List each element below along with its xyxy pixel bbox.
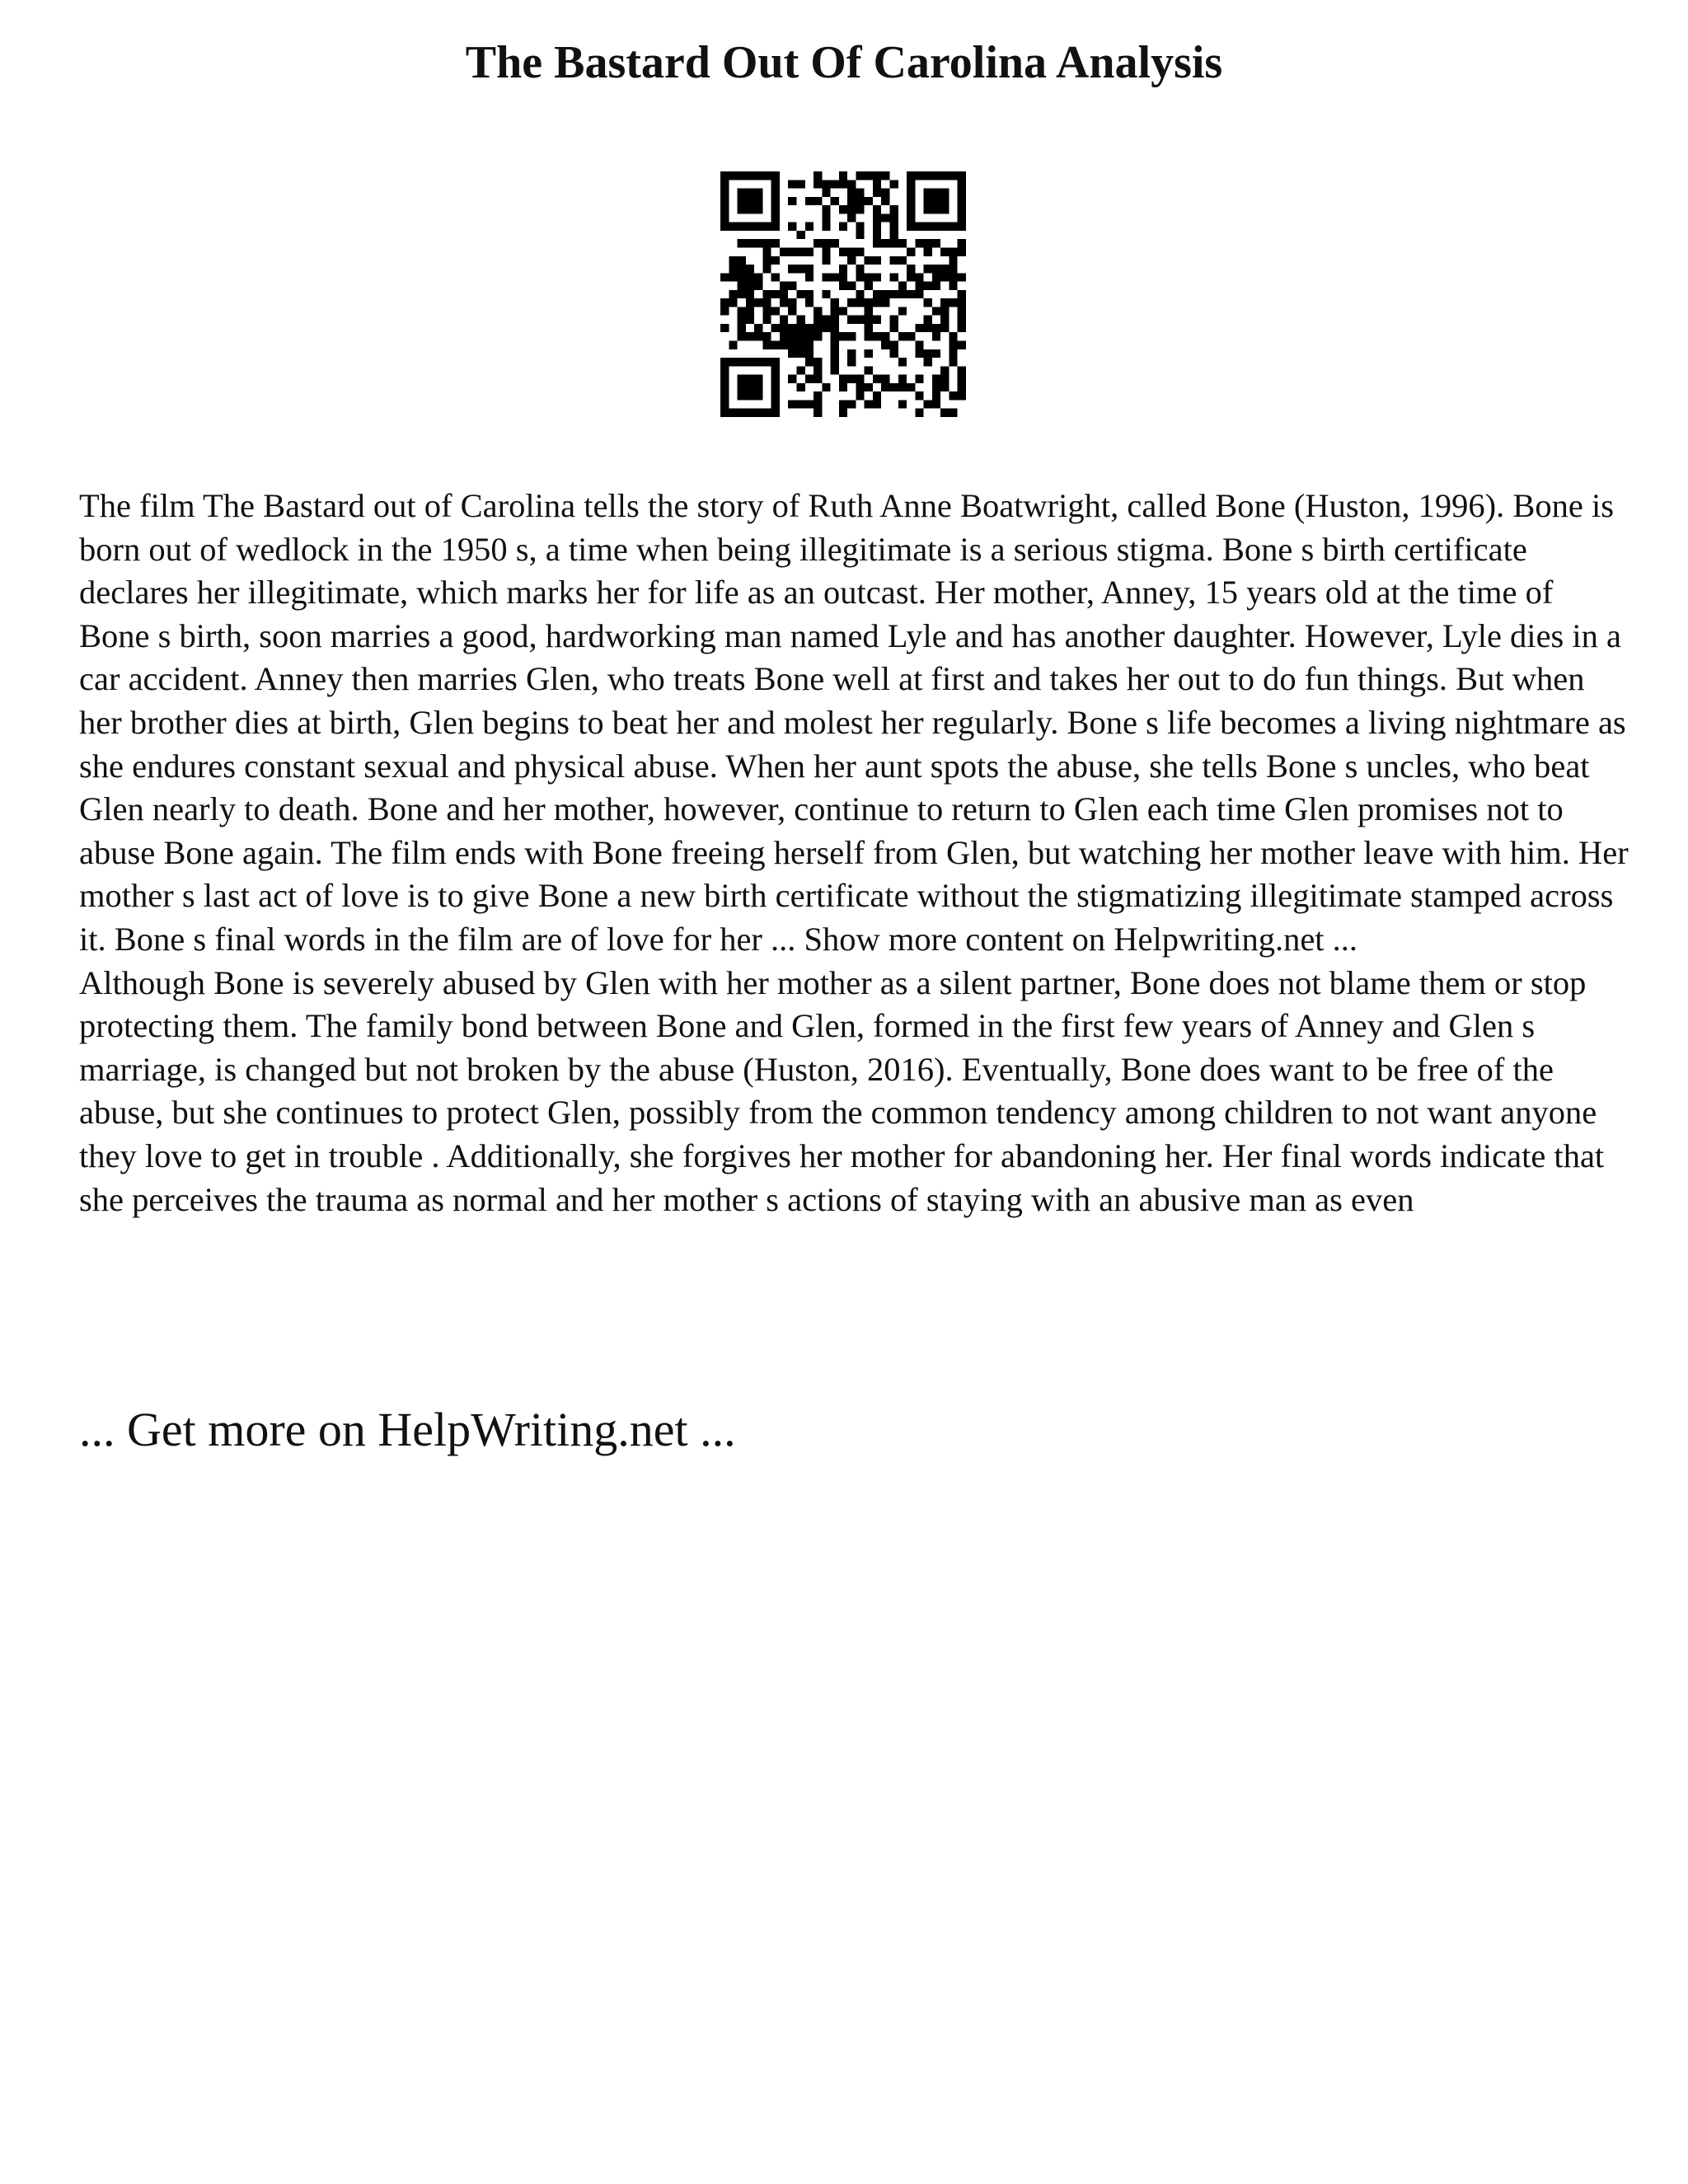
page-title: The Bastard Out Of Carolina Analysis — [465, 37, 1223, 88]
paragraph-2: Although Bone is severely abused by Glen with her mother as a silent partner, Bone does not blame them or stop protecting them. The family bond between Bone and Glen, formed in the first few years of Anney and Glen s marriage, is changed but not broken by the abuse (Huston, 2016). Eventually, Bone does want to be free of the abuse, but she continues to protect Glen, possibly from the common tendency among children to not want anyone they love to get in trouble . Additionally, she forgives her mother for abandoning her. Her final words indicate that she perceives the trauma as normal and her mother s actions of staying with an abusive man as even — [79, 963, 1605, 1218]
qr-code-graphic — [720, 171, 966, 417]
qr-code-icon[interactable] — [720, 171, 966, 417]
get-more-link[interactable]: ... Get more on HelpWriting.net ... — [79, 1403, 736, 1456]
paragraph-1: The film The Bastard out of Carolina tells the story of Ruth Anne Boatwright, called Bone (Huston, 1996). Bone is born out of wedlock in the 1950 s, a time when being illegitimate is a serious stigma. Bone s birth certificate declares her illegitimate, which marks her for life as an outcast. Her mother, Anney, 15 years old at the time of Bone s birth, soon marries a good, hardworking man named Lyle and has another daughter. However, Lyle dies in a car accident. Anney then marries Glen, who treats Bone well at first and takes her out to do fun things. But when her brother dies at birth, Glen begins to beat her and molest her regularly. Bone s life becomes a living nightmare as she endures constant sexual and physical abuse. When her aunt spots the abuse, she tells Bone s uncles, who beat Glen nearly to death. Bone and her mother, however, continue to return to Glen each time Glen promises not to abuse Bone again. The film ends with Bone freeing herself from Glen, but watching her mother leave with him. Her mother s last act of love is to give Bone a new birth certificate without the stigmatizing illegitimate stamped across it. Bone s final words in the film are of love for her ... Show more content on Helpwriting.net ... — [79, 487, 1629, 958]
article-body — [79, 485, 1629, 1221]
